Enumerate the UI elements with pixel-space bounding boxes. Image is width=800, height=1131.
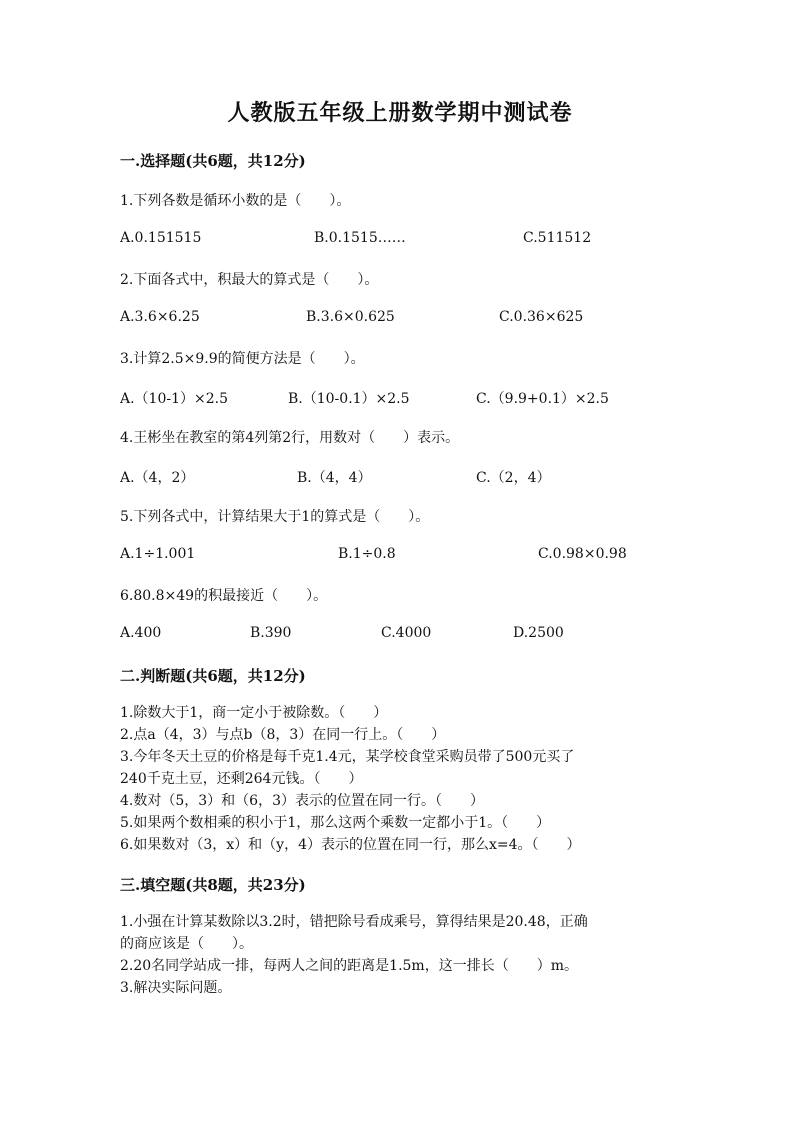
fill-line: 3.解决实际问题。: [120, 980, 232, 996]
page-title: 人教版五年级上册数学期中测试卷: [227, 100, 573, 126]
option-c: C.0.36×625: [499, 309, 584, 325]
statement-line: 5.如果两个数相乘的积小于1，那么这两个乘数一定都小于1。（ ）: [120, 815, 551, 831]
option-c: C.4000: [381, 625, 432, 641]
question-text: 2.下面各式中，积最大的算式是（ ）。: [120, 272, 379, 288]
fill-line: 的商应该是（ ）。: [120, 936, 253, 952]
option-c: C.（9.9+0.1）×2.5: [476, 391, 609, 407]
section-heading-judge: 二.判断题(共6题，共12分): [120, 667, 306, 685]
option-c: C.511512: [523, 230, 592, 246]
option-b: B.3.6×0.625: [306, 309, 395, 325]
question-text: 6.80.8×49的积最接近（ ）。: [120, 588, 328, 604]
statement-line: 4.数对（5，3）和（6，3）表示的位置在同一行。（ ）: [120, 793, 484, 809]
section-heading-choice: 一.选择题(共6题，共12分): [120, 152, 306, 170]
option-b: B.0.1515……: [314, 230, 406, 246]
option-c: C.0.98×0.98: [538, 546, 627, 562]
statement-line: 6.如果数对（3，x）和（y，4）表示的位置在同一行，那么x=4。（ ）: [120, 837, 581, 853]
question-text: 4.王彬坐在教室的第4列第2行，用数对（ ）表示。: [120, 430, 460, 446]
option-d: D.2500: [513, 625, 564, 641]
question-text: 3.计算2.5×9.9的简便方法是（ ）。: [120, 351, 365, 367]
question-text: 1.下列各数是循环小数的是（ ）。: [120, 193, 351, 209]
statement-line: 3.今年冬天土豆的价格是每千克1.4元，某学校食堂采购员带了500元买了: [120, 749, 575, 765]
option-a: A.（4，2）: [120, 470, 195, 486]
statement-line: 1.除数大于1，商一定小于被除数。（ ）: [120, 705, 388, 721]
option-b: B.390: [250, 625, 292, 641]
option-a: A.3.6×6.25: [120, 309, 200, 325]
option-b: B.1÷0.8: [338, 546, 396, 562]
option-b: B.（4，4）: [297, 470, 372, 486]
statement-line: 2.点a（4，3）与点b（8，3）在同一行上。（ ）: [120, 727, 446, 743]
question-text: 5.下列各式中，计算结果大于1的算式是（ ）。: [120, 509, 430, 525]
option-a: A.（10-1）×2.5: [120, 391, 229, 407]
option-c: C.（2，4）: [476, 470, 551, 486]
option-b: B.（10-0.1）×2.5: [288, 391, 410, 407]
section-heading-fill: 三.填空题(共8题，共23分): [120, 876, 306, 894]
fill-line: 2.20名同学站成一排，每两人之间的距离是1.5m，这一排长（ ）m。: [120, 958, 578, 974]
option-a: A.400: [120, 625, 162, 641]
option-a: A.0.151515: [120, 230, 202, 246]
statement-line: 240千克土豆，还剩264元钱。（ ）: [120, 771, 363, 787]
fill-line: 1.小强在计算某数除以3.2时，错把除号看成乘号，算得结果是20.48，正确: [120, 914, 588, 930]
option-a: A.1÷1.001: [120, 546, 196, 562]
